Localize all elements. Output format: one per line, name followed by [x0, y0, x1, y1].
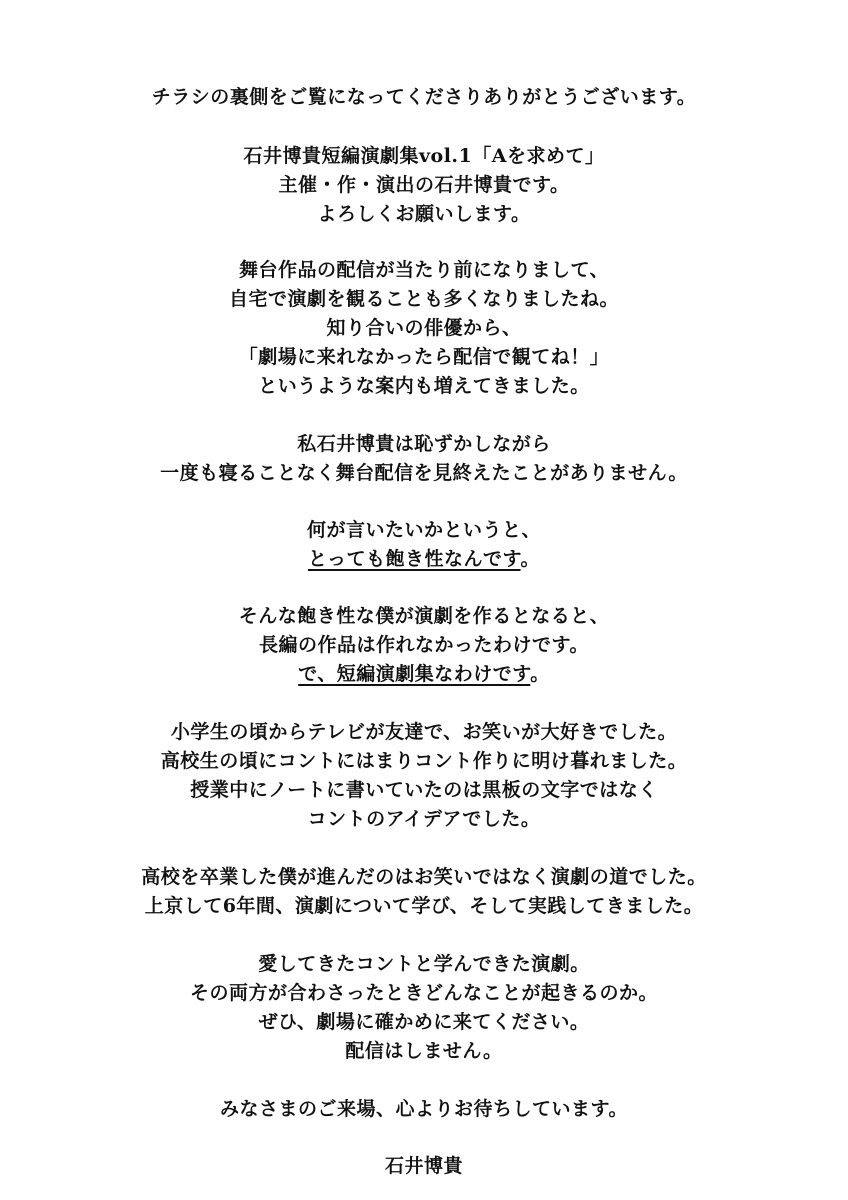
- signature: 石井博貴: [384, 1155, 463, 1177]
- closing-line: みなさまのご来場、心よりお待ちしています。: [220, 1098, 628, 1120]
- paragraph-line: 長編の作品は作れなかったわけです。: [259, 634, 589, 656]
- paragraph-line: そんな飽き性な僕が演劇を作るとなると、: [238, 605, 610, 627]
- paragraph-line: コントのアイデアでした。: [307, 808, 541, 830]
- intro-line: 主催・作・演出の石井博貴です。: [278, 174, 570, 196]
- emphasis-line: [0, 546, 848, 572]
- paragraph-line: 上京して6年間、演劇について学び、そして実践してきました。: [144, 895, 704, 917]
- paragraph-line: 愛してきたコントと学んできた演劇。: [258, 953, 590, 975]
- paragraph-line: 自宅で演劇を観ることも多くなりましたね。: [228, 288, 619, 310]
- paragraph-line: 小学生の頃からテレビが友達で、お笑いが大好きでした。: [170, 721, 678, 743]
- paragraph-line: 高校生の頃にコントにはまりコント作りに明け暮れました。: [160, 750, 688, 772]
- paragraph-line: 何が言いたいかというと、: [306, 519, 541, 541]
- paragraph-line: というような案内も増えてきました。: [258, 375, 590, 397]
- underlined-text: とっても飽き性なんです: [307, 548, 521, 570]
- period-text: 。: [520, 548, 541, 570]
- paragraph-line: 高校を卒業した僕が進んだのはお笑いではなく演劇の道でした。: [141, 866, 707, 888]
- paragraph-line: 「劇場に来れなかったら配信で観てね！」: [238, 346, 610, 368]
- underlined-text: で、短編演劇集なわけです: [298, 663, 531, 685]
- production-title-line: 石井博貴短編演劇集vol.1「Aを求めて」: [243, 145, 605, 167]
- paragraph-line: 知り合いの俳優から、: [326, 317, 522, 339]
- emphasis-line: [0, 661, 848, 687]
- period-text: 。: [530, 663, 550, 685]
- greeting-line: チラシの裏側をご覧になってくださりありがとうございます。: [151, 86, 697, 108]
- paragraph-line: 一度も寝ることなく舞台配信を見終えたことがありません。: [160, 462, 688, 484]
- paragraph-line: 授業中にノートに書いていたのは黒板の文字ではなく: [190, 779, 658, 801]
- intro-line: よろしくお願いします。: [317, 203, 531, 225]
- paragraph-line: 私石井博貴は恥ずかしながら: [297, 433, 551, 455]
- paragraph-line: 配信はしません。: [345, 1040, 503, 1062]
- paragraph-line: 舞台作品の配信が当たり前になりまして、: [238, 259, 610, 281]
- paragraph-line: その両方が合わさったときどんなことが起きるのか。: [189, 982, 658, 1004]
- paragraph-line: ぜひ、劇場に確かめに来てください。: [258, 1011, 590, 1033]
